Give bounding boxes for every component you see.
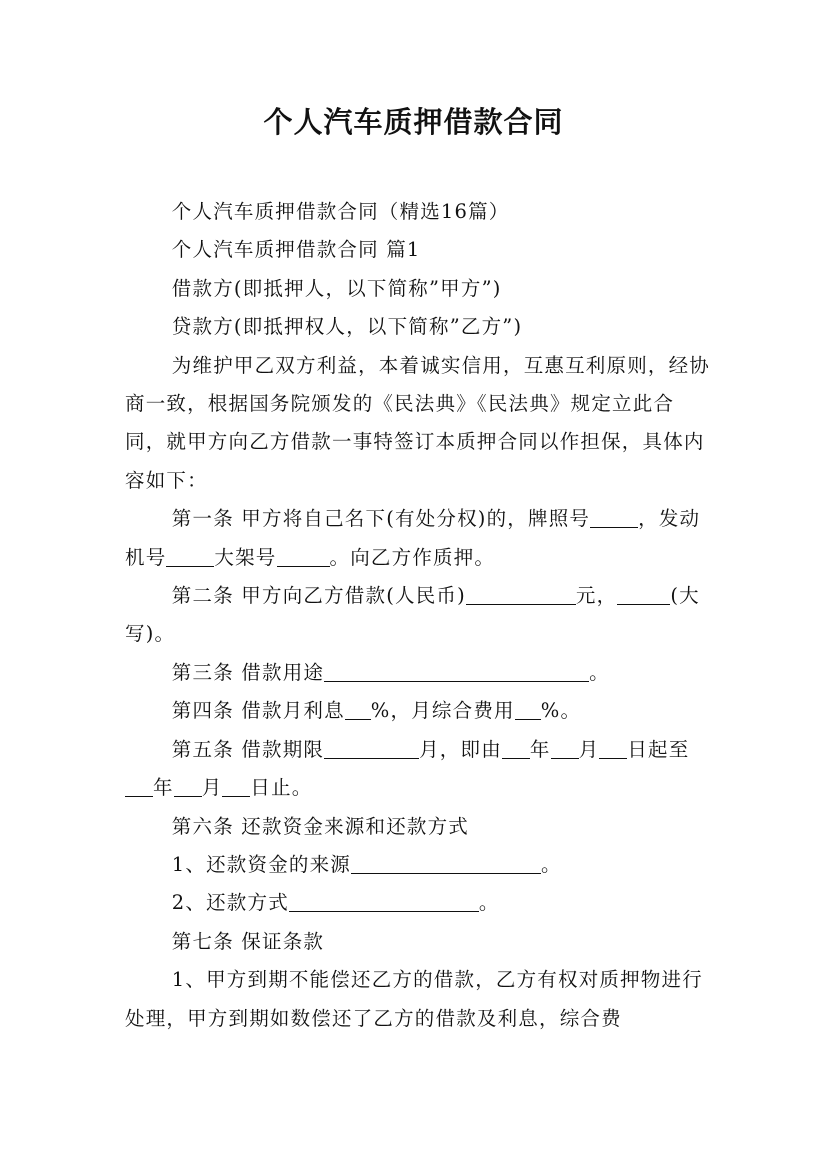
- article-2-text: 元，: [575, 584, 618, 608]
- article-2: [125, 577, 715, 654]
- article-7-item-1: 1、甲方到期不能偿还乙方的借款，乙方有权对质押物进行处理，甲方到期如数偿还了乙方的借款及利息，综合费: [125, 968, 703, 1030]
- article-1-text: 。向乙方作质押。: [329, 545, 496, 569]
- start-day-blank: [599, 738, 627, 759]
- article-3-text: 第三条 借款用途: [171, 660, 325, 684]
- article-6-item-2-text: 。: [478, 891, 500, 915]
- article-6-item-1: [125, 846, 715, 884]
- article-2-text: (大写)。: [125, 584, 700, 646]
- article-5-text: 第五条 借款期限: [171, 737, 325, 761]
- end-year-blank: [125, 777, 153, 798]
- article-7-heading: 第七条 保证条款: [171, 929, 325, 953]
- article-5-text: 年: [153, 776, 174, 800]
- start-month-blank: [551, 738, 579, 759]
- document-title: 个人汽车质押借款合同: [263, 105, 564, 139]
- article-1-text: 大架号: [214, 545, 277, 569]
- article-5-text: 年: [529, 737, 551, 761]
- article-5-text: 月: [578, 737, 600, 761]
- fee-rate-blank: [515, 700, 541, 721]
- lender-line: 贷款方(即抵押权人，以下简称”乙方”): [171, 315, 523, 339]
- interest-rate-blank: [345, 700, 371, 721]
- plate-number-blank: [590, 508, 638, 529]
- article-4-text: %。: [540, 699, 582, 723]
- loan-purpose-blank: [324, 661, 589, 682]
- engine-number-blank: [166, 546, 214, 567]
- article-2-text: 第二条 甲方向乙方借款(人民币): [171, 584, 466, 608]
- article-1-text: ，发动机号: [125, 507, 701, 569]
- end-day-blank: [222, 777, 250, 798]
- section-heading: 个人汽车质押借款合同 篇1: [171, 238, 421, 262]
- amount-blank: [466, 585, 576, 606]
- article-5-text: 日止。: [250, 776, 313, 800]
- frame-number-blank: [277, 546, 330, 567]
- article-5-text: 月: [201, 776, 223, 800]
- article-4: [125, 692, 715, 730]
- article-1: [125, 500, 715, 577]
- article-3-text: 。: [589, 660, 610, 684]
- borrower-line: 借款方(即抵押人，以下简称”甲方”): [171, 276, 502, 300]
- loan-term-blank: [324, 738, 419, 759]
- end-month-blank: [174, 777, 202, 798]
- article-5-text: 日起至: [627, 737, 690, 761]
- article-6-item-1-text: 。: [541, 852, 562, 876]
- document-body: [125, 193, 715, 1038]
- article-3: [125, 654, 715, 692]
- amount-words-blank: [617, 585, 670, 606]
- subtitle-line: 个人汽车质押借款合同（精选16篇）: [171, 200, 510, 223]
- article-6-item-2-text: 2、还款方式: [171, 891, 289, 915]
- article-6-item-1-text: 1、还款资金的来源: [171, 852, 352, 876]
- article-5: [125, 731, 715, 808]
- repayment-method-blank: [289, 892, 479, 913]
- article-5-text: 月，即由: [419, 737, 502, 761]
- preamble-paragraph: 为维护甲乙双方利益，本着诚实信用，互惠互利原则，经协商一致，根据国务院颁发的《民法典》《民法典》规定立此合同，就甲方向乙方借款一事特签订本质押合同以作担保，具体内容如下：: [125, 353, 710, 492]
- article-6-heading: 第六条 还款资金来源和还款方式: [171, 814, 469, 838]
- article-6-item-2: [125, 884, 715, 922]
- repayment-source-blank: [351, 853, 541, 874]
- start-year-blank: [502, 738, 530, 759]
- article-4-text: %，月综合费用: [370, 699, 515, 723]
- article-4-text: 第四条 借款月利息: [171, 699, 345, 723]
- article-1-text: 第一条 甲方将自己名下(有处分权)的，牌照号: [171, 507, 591, 531]
